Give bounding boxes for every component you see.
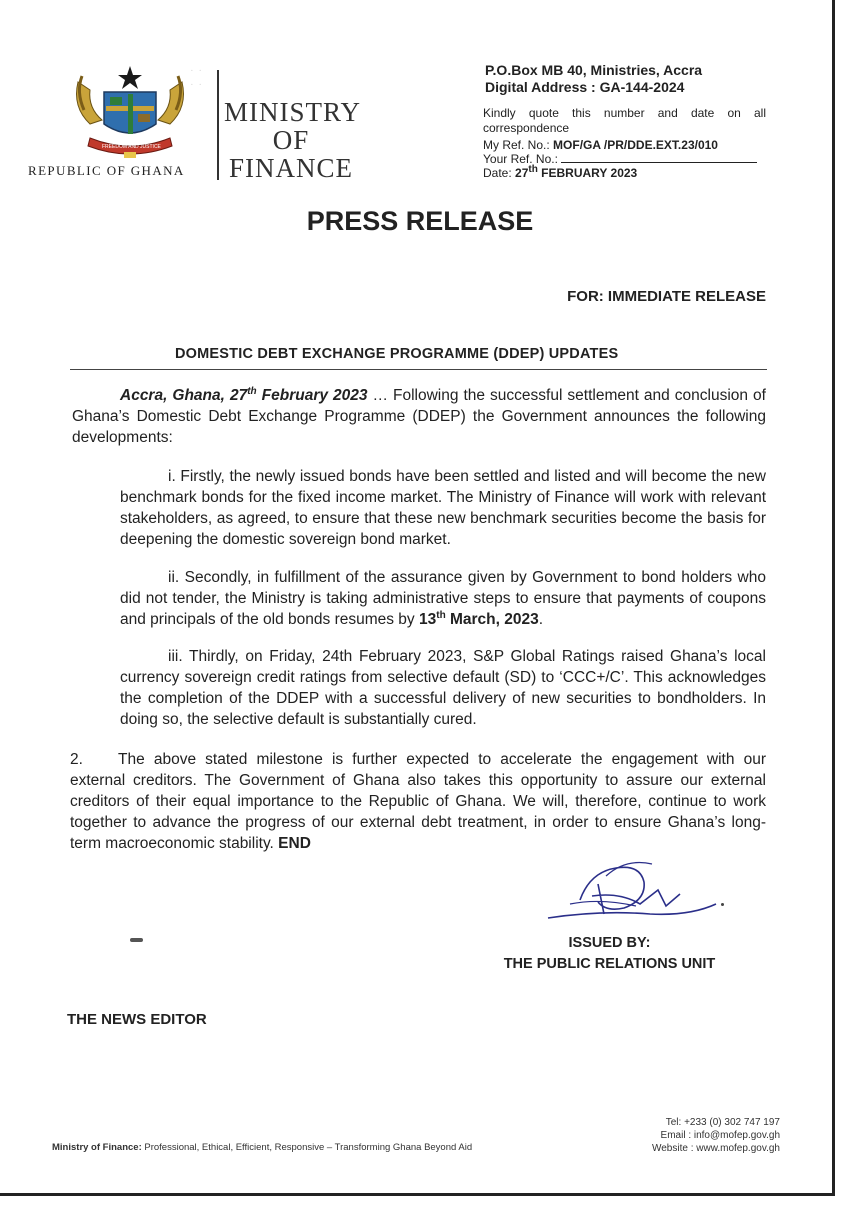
address-line: P.O.Box MB 40, Ministries, Accra <box>485 62 703 78</box>
point-iii-text: iii. Thirdly, on Friday, 24th February 2023, S&P Global Ratings raised Ghana’s local currency sovereign credit ratings from selective default (SD) to ‘CCC+/C’. This acknowledges the completion of the DDEP with a successful delivery of new securities to bondholders. In doing so, the selective default is substantially cured. <box>120 648 766 728</box>
your-ref-blank-line <box>561 152 757 163</box>
republic-of-ghana-label: REPUBLIC OF GHANA <box>28 163 185 178</box>
footer-org: Ministry of Finance: <box>52 1142 142 1153</box>
postal-address <box>485 62 702 96</box>
my-ref <box>483 138 718 153</box>
scan-border-bottom <box>0 1193 835 1196</box>
title-text: PRESS RELEASE <box>306 206 534 236</box>
intro-paragraph <box>72 385 766 448</box>
svg-text:FREEDOM AND JUSTICE: FREEDOM AND JUSTICE <box>102 144 161 150</box>
subject-heading: DOMESTIC DEBT EXCHANGE PROGRAMME (DDEP) UPDATES <box>175 346 619 362</box>
contact-website: Website : www.mofep.gov.gh <box>651 1143 780 1154</box>
contact-tel: Tel: +233 (0) 302 747 197 <box>665 1117 780 1128</box>
point-ii-date-suffix: th <box>436 609 446 621</box>
issuing-unit: THE PUBLIC RELATIONS UNIT <box>503 956 716 972</box>
scan-speck <box>721 903 724 906</box>
point-ii-text: ii. Secondly, in fulfillment of the assurance given by Government to bond holders who did not tender, the Ministry is taking administrative steps to ensure that payments of coupons and principals of the old bonds resumes by <box>120 569 766 628</box>
page-title <box>0 206 842 237</box>
dateline-suffix: th <box>247 385 257 397</box>
letter-date <box>483 166 637 181</box>
ministry-line: FINANCE <box>228 153 353 183</box>
ministry-name <box>224 97 362 183</box>
footer-text: Professional, Ethical, Efficient, Responsive – Transforming Ghana Beyond Aid <box>141 1142 473 1153</box>
issued-by-label: ISSUED BY: <box>568 935 651 951</box>
digital-address: Digital Address : GA-144-2024 <box>485 79 685 95</box>
date-rest: FEBRUARY 2023 <box>537 166 638 180</box>
point-i-text: i. Firstly, the newly issued bonds have been settled and listed and will become the new benchmark bonds for the fixed income market. The Ministry of Finance will work with relevant stakeholders, as agreed, to ensure that these new benchmark securities become the basis for deepening the domestic sovereign bond market. <box>120 468 766 548</box>
date-label: Date: <box>483 166 512 180</box>
your-ref-label: Your Ref. No.: <box>483 152 558 166</box>
my-ref-label: My Ref. No.: <box>483 138 550 152</box>
issued-by-block <box>488 933 731 975</box>
point-ii-end: . <box>538 611 544 628</box>
subject-underline <box>70 369 767 370</box>
dateline: Accra, Ghana, 27 <box>120 387 248 404</box>
paragraph-2-text: The above stated milestone is further expected to accelerate the engagement with our external creditors. The Government of Ghana also takes this opportunity to assure our external creditors of their equal importance to the Republic of Ghana. We will, therefore, continue to work together to advance the progress of our external debt treatment, in order to ensure Ghana’s long-term macroeconomic stability. <box>70 751 766 852</box>
point-ii-date-rest: March, 2023 <box>445 611 539 628</box>
faded-watermark-text: · · · · <box>190 65 204 91</box>
point-ii-date-day: 13 <box>418 611 437 628</box>
ministry-line: OF <box>272 125 310 155</box>
ministry-line: MINISTRY <box>224 97 362 127</box>
contact-email: Email : info@mofep.gov.gh <box>660 1130 780 1141</box>
footer-tagline <box>52 1142 472 1153</box>
paragraph-number: 2. <box>70 751 83 768</box>
paragraph-2 <box>70 749 766 854</box>
recipient: THE NEWS EDITOR <box>67 1011 207 1028</box>
point-ii <box>120 567 766 630</box>
point-iii <box>120 646 766 730</box>
release-type: FOR: IMMEDIATE RELEASE <box>567 288 766 305</box>
quote-note: Kindly quote this number and date on all correspondence <box>483 106 766 135</box>
dateline-ellipsis: … <box>367 387 394 404</box>
dateline-rest: February 2023 <box>256 387 368 404</box>
end-marker: END <box>278 835 311 852</box>
ghana-coat-of-arms-icon <box>68 62 192 162</box>
intro-text: Following the successful settlement and conclusion of Ghana’s Domestic Debt Exchange Programme (DDEP) the Government announces the following developments: <box>72 387 766 446</box>
your-ref <box>483 152 757 167</box>
letterhead-divider <box>217 70 219 180</box>
contact-block <box>652 1116 780 1155</box>
scan-speck <box>130 938 143 942</box>
my-ref-value: MOF/GA /PR/DDE.EXT.23/010 <box>553 138 718 152</box>
handwritten-signature <box>540 852 730 932</box>
date-suffix: th <box>528 164 538 175</box>
point-i <box>120 466 766 550</box>
date-day: 27 <box>515 166 529 180</box>
scan-border-right <box>832 0 835 1196</box>
